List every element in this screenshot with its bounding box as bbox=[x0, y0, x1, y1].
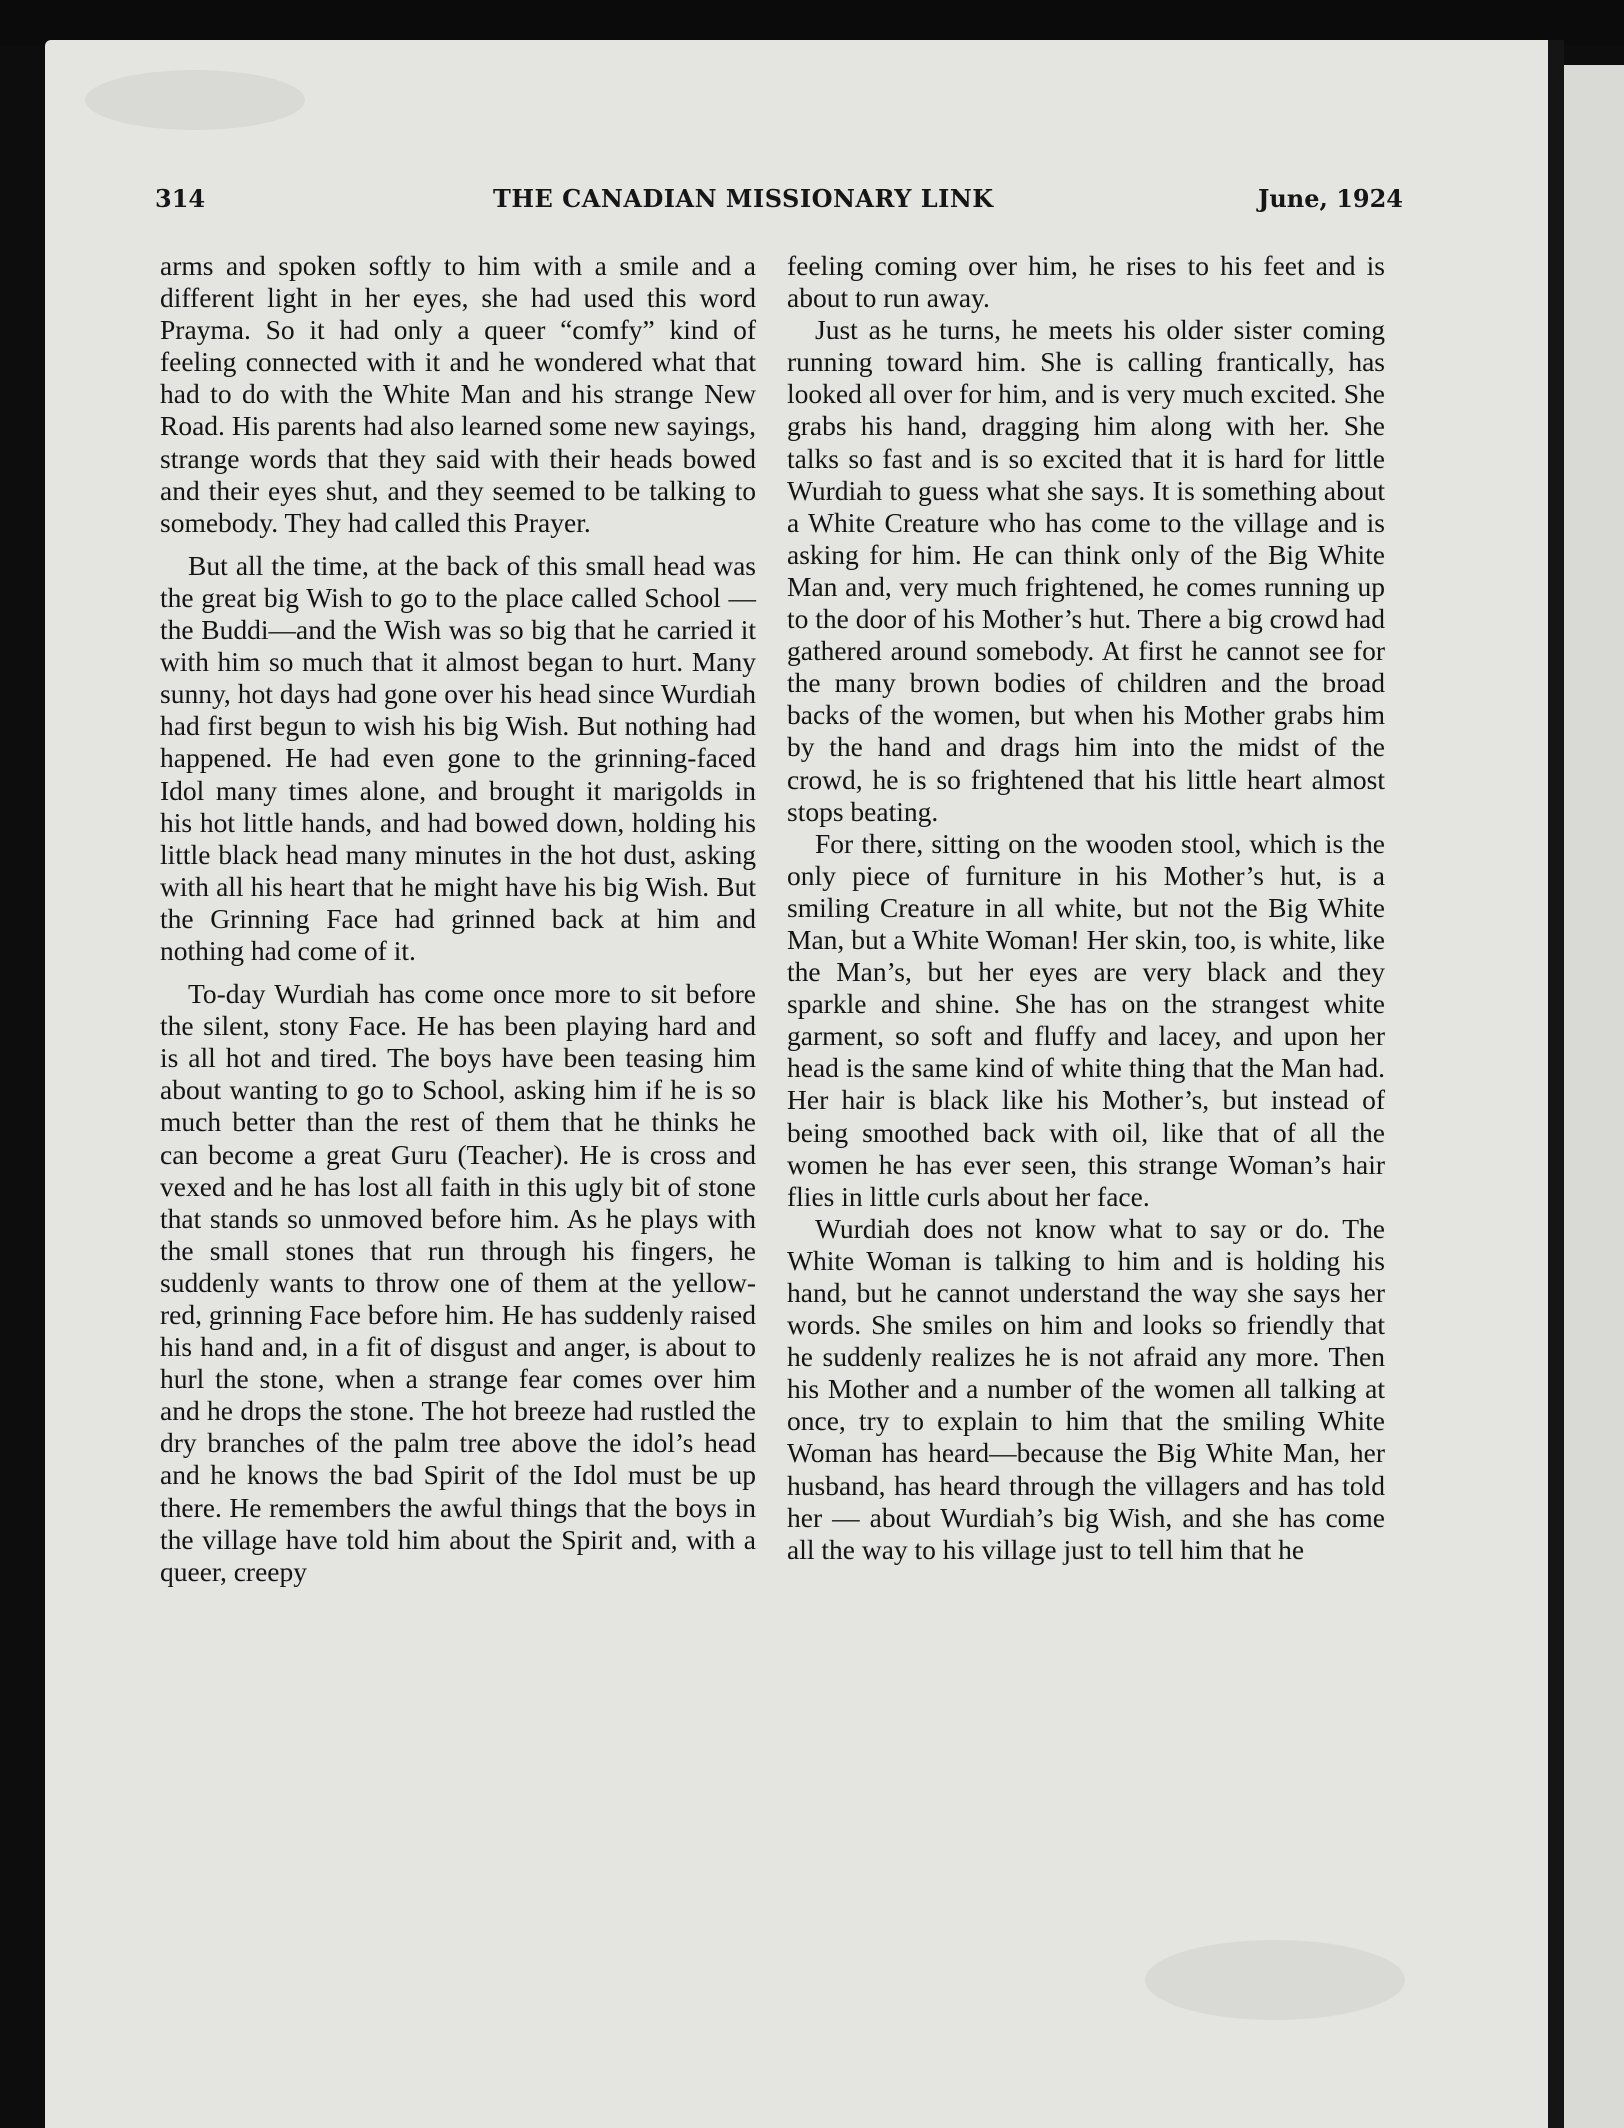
scan-top-border bbox=[0, 0, 1624, 45]
scan-smudge bbox=[85, 70, 305, 130]
paragraph: But all the time, at the back of this small head was the great big Wish to go to the place called School —the Buddi—and the Wish was so big that he carried it with him so much that it almost began to hurt. Many sunny, hot days had gone over his head since Wurdiah had first begun to wish his big Wish. But nothing had happened. He had even gone to the grinning-faced Idol many times alone, and brought it marigolds in his hot little hands, and had bowed down, holding his little black head many minutes in the hot dust, asking with all his heart that he might have his big Wish. But the Grinning Face had grinned back at him and nothing had come of it. bbox=[160, 549, 756, 966]
paragraph: Just as he turns, he meets his older sister coming running toward him. She is calling frantically, has looked all over for him, and is very much excited. She grabs his hand, dragging him along with her. She talks so fast and is so excited that it is hard for little Wurdiah to guess what she says. It is something about a White Creature who has come to the village and is asking for him. He can think only of the Big White Man and, very much frightened, he comes running up to the door of his Mother’s hut. There a big crowd had gathered around somebody. At first he cannot see for the many brown bodies of children and the broad backs of the women, but when his Mother grabs him by the hand and drags him into the midst of the crowd, he is so frightened that his little heart almost stops beating. bbox=[787, 314, 1385, 827]
paragraph: feeling coming over him, he rises to his feet and is about to run away. bbox=[787, 250, 1385, 314]
binding-gutter bbox=[1548, 40, 1564, 2128]
scan-smudge bbox=[1145, 1940, 1405, 2020]
paragraph: For there, sitting on the wooden stool, which is the only piece of furniture in his Mother’s hut, is a smiling Creature in all white, but not the Big White Man, but a White Woman! Her skin, too, is white, like the Man’s, but her eyes are very black and they sparkle and shine. She has on the strangest white garment, so soft and fluffy and lacey, and upon her head is the same kind of white thing that the Man had. Her hair is black like his Mother’s, but instead of being smoothed back with oil, like that of all the women he has ever seen, this strange Woman’s hair flies in little curls about her face. bbox=[787, 827, 1385, 1212]
paragraph: Wurdiah does not know what to say or do. The White Woman is talking to him and is holding his hand, but he cannot understand the way she says her words. She smiles on him and looks so friendly that he suddenly realizes he is not afraid any more. Then his Mother and a number of the women all talking at once, try to explain to him that the smiling White Woman has heard—because the Big White Man, her husband, has heard through the villagers and has told her — about Wurdiah’s big Wish, and she has come all the way to his village just to tell him that he bbox=[787, 1212, 1385, 1565]
paragraph: To-day Wurdiah has come once more to sit before the silent, stony Face. He has been playing hard and is all hot and tired. The boys have been teasing him about wanting to go to School, asking him if he is so much better than the rest of them that he thinks he can become a great Guru (Teacher). He is cross and vexed and he has lost all faith in this ugly bit of stone that stands so unmoved before him. As he plays with the small stones that run through his fingers, he suddenly wants to throw one of them at the yellow-red, grinning Face before him. He has suddenly raised his hand and, in a fit of disgust and anger, is about to hurl the stone, when a strange fear comes over him and he drops the stone. The hot breeze had rustled the dry branches of the palm tree above the idol’s head and he knows the bad Spirit of the Idol must be up there. He remembers the awful things that the boys in the village have told him about the Spirit and, with a queer, creepy bbox=[160, 978, 756, 1587]
left-column bbox=[160, 250, 756, 1588]
paragraph: arms and spoken softly to him with a smile and a different light in her eyes, she had used this word Prayma. So it had only a queer “comfy” kind of feeling connected with it and he wondered what that had to do with the White Man and his strange New Road. His parents had also learned some new sayings, strange words that they said with their heads bowed and their eyes shut, and they seemed to be talking to somebody. They had called this Prayer. bbox=[160, 250, 756, 538]
adjacent-page-edge bbox=[1564, 65, 1624, 2128]
running-header bbox=[155, 180, 1403, 220]
right-column bbox=[787, 250, 1385, 1566]
page-number: 314 bbox=[155, 184, 206, 213]
publication-title: THE CANADIAN MISSIONARY LINK bbox=[493, 184, 994, 213]
issue-date: June, 1924 bbox=[1257, 184, 1403, 213]
